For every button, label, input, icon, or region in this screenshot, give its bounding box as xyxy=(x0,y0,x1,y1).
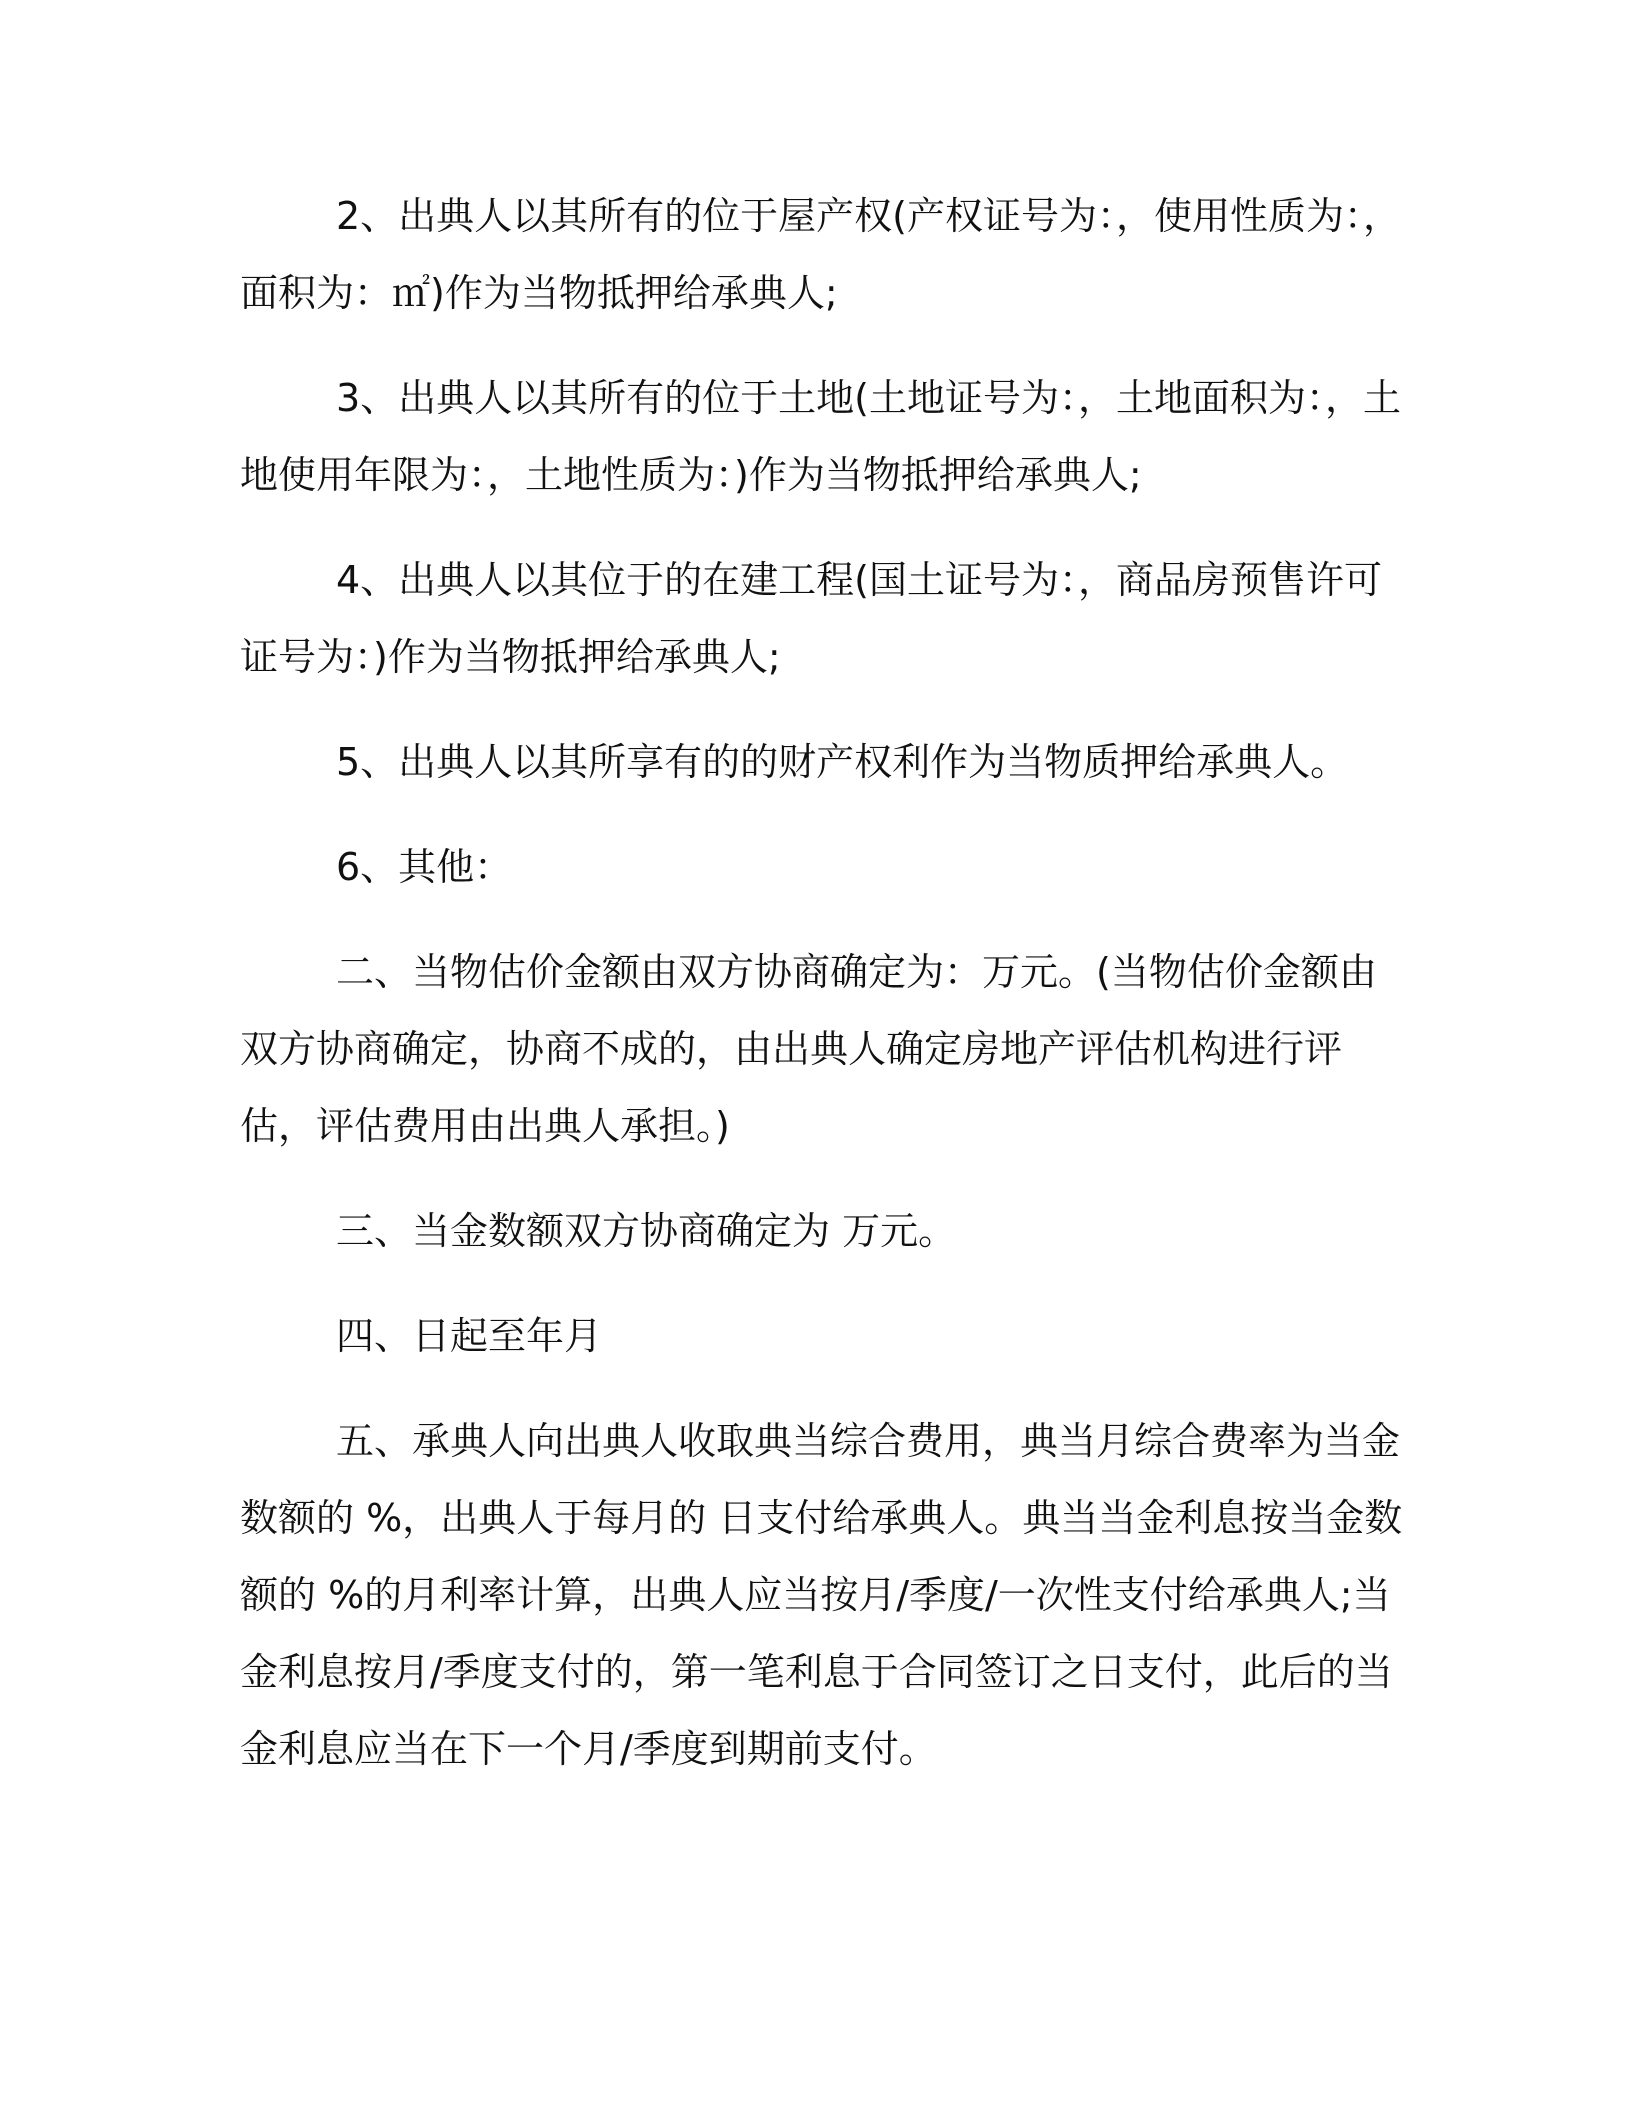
clause-4-construction-mortgage: 4、出典人以其位于的在建工程(国土证号为：，商品房预售许可证号为：)作为当物抵押给承典人; xyxy=(240,558,1383,679)
paragraph-gap xyxy=(240,1270,1410,1298)
document-body xyxy=(240,178,1410,1788)
clause-6-other: 6、其他： xyxy=(336,845,513,889)
paragraph-gap xyxy=(240,514,1410,542)
paragraph-gap xyxy=(240,696,1410,724)
paragraph-gap xyxy=(240,801,1410,829)
section-2-valuation: 二、当物估价金额由双方协商确定为：万元。(当物估价金额由双方协商确定，协商不成的，由出典人确定房地产评估机构进行评估，评估费用由出典人承担。) xyxy=(240,950,1377,1148)
section-5-fees-interest: 五、承典人向出典人收取典当综合费用，典当月综合费率为当金数额的 %，出典人于每月的 日支付给承典人。典当当金利息按当金数额的 %的月利率计算，出典人应当按月/季度/一次性支付给承典人;当金利息按月/季度支付的，第一笔利息于合同签订之日支付，此后的当金利息应当在下一个月/季度到期前支付。 xyxy=(240,1419,1403,1771)
clause-2-property-mortgage: 2、出典人以其所有的位于屋产权(产权证号为：，使用性质为：，面积为：㎡)作为当物抵押给承典人; xyxy=(240,194,1402,315)
section-4-term: 四、日起至年月 xyxy=(336,1314,603,1358)
paragraph-gap xyxy=(240,1375,1410,1403)
paragraph-gap xyxy=(240,332,1410,360)
section-3-loan-amount: 三、当金数额双方协商确定为 万元。 xyxy=(336,1209,957,1253)
clause-3-land-mortgage: 3、出典人以其所有的位于土地(土地证号为：，土地面积为：，土地使用年限为：，土地性质为：)作为当物抵押给承典人; xyxy=(240,376,1402,497)
paragraph-gap xyxy=(240,906,1410,934)
clause-5-property-rights-pledge: 5、出典人以其所享有的的财产权利作为当物质押给承典人。 xyxy=(336,740,1349,784)
paragraph-gap xyxy=(240,1165,1410,1193)
